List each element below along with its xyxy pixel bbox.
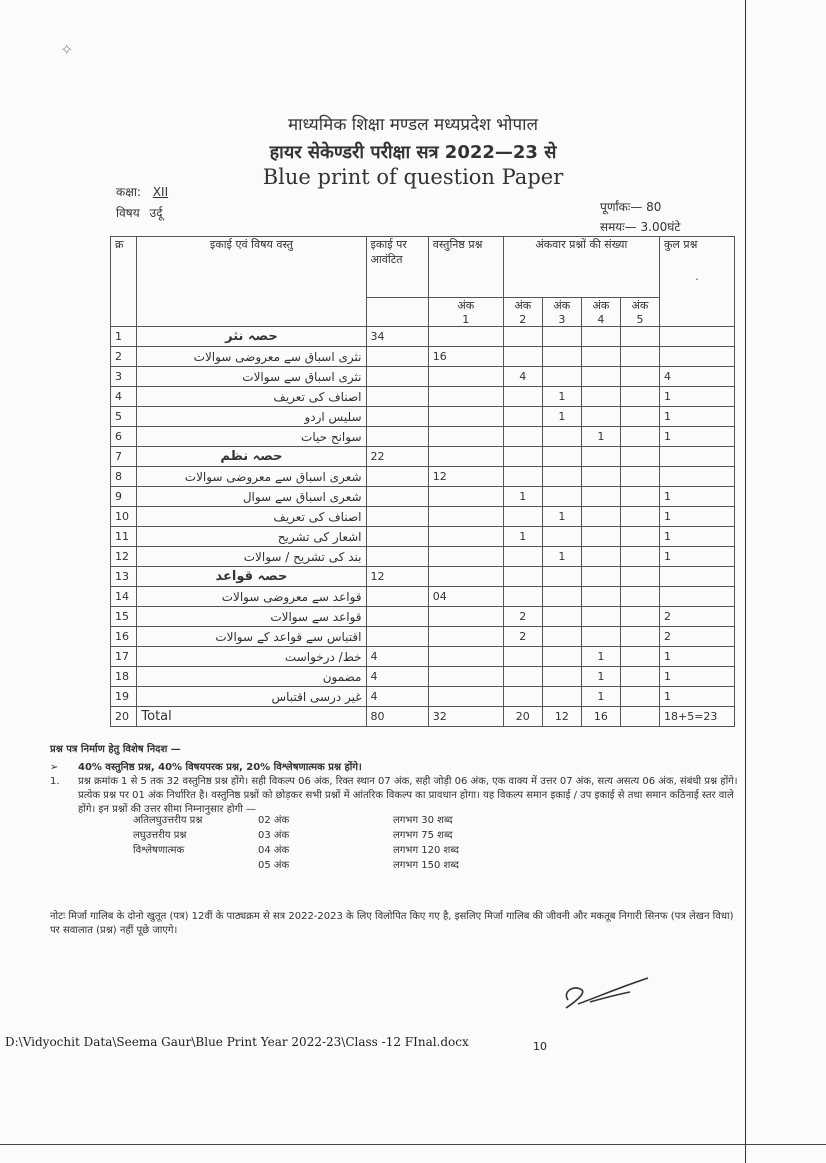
cell-m5 (620, 667, 659, 687)
cell-m2 (503, 467, 542, 487)
cell-subject: حصہ قواعد (137, 567, 366, 587)
cell-subject: Total (137, 707, 366, 727)
table-row (111, 527, 735, 547)
cell-m2 (503, 427, 542, 447)
cell-m3 (542, 527, 581, 547)
cell-m3 (542, 587, 581, 607)
class-info: कक्षा: XII (116, 185, 169, 199)
instruction-2: 1. प्रश्न क्रमांक 1 से 5 तक 32 वस्तुनिष्ठ प्रश्न होंगे। सही विकल्प 06 अंक, रिक्त स्थान 07 अंक, सही जोड़ी 06 अंक, एक वाक्य में उत्तर 07 अंक, सत्य असत्य 06 अंक, संबंधी प्रश्न होंगे। प्रत्येक प्रश्न पर 01 अंक निर्धारित है। वस्तुनिष्ठ प्रश्नों को छोड़कर सभी प्रश्नों में आंतरिक विकल्प का प्रावधान होगा। यह विकल्प समान इकाई / उप इकाई से तथा समान कठिनाई स्तर वाले होंगे। इन प्रश्नों की उत्तर सीमा निम्नानुसार होगी — (50, 776, 738, 815)
signature (560, 970, 660, 1020)
header-objective: वस्तुनिष्ठ प्रश्न (428, 237, 503, 298)
cell-subject: مضمون (137, 667, 366, 687)
cell-total: 1 (659, 547, 734, 567)
cell-alloc: 80 (366, 707, 428, 727)
cell-subject: قواعد سے سوالات (137, 607, 366, 627)
table-header-row (111, 237, 735, 298)
table-row (111, 547, 735, 567)
subheader-obj-mark: अंक 1 (428, 298, 503, 327)
cell-total: 18+5=23 (659, 707, 734, 727)
cell-obj (428, 447, 503, 467)
cell-obj: 16 (428, 347, 503, 367)
cell-no: 18 (111, 667, 137, 687)
cell-subject: خط/ درخواست (137, 647, 366, 667)
header-markwise: अंकवार प्रश्नों की संख्या (503, 237, 659, 298)
cell-no: 3 (111, 367, 137, 387)
page-edge-bottom (0, 1144, 826, 1145)
cell-subject: اشعار کی تشریح (137, 527, 366, 547)
cell-m3: 1 (542, 507, 581, 527)
cell-m2 (503, 647, 542, 667)
cell-total: 1 (659, 427, 734, 447)
cell-total (659, 587, 734, 607)
cell-m5 (620, 547, 659, 567)
cell-obj (428, 567, 503, 587)
cell-m2 (503, 587, 542, 607)
cell-subject: اقتباس سے قواعد کے سوالات (137, 627, 366, 647)
cell-no: 20 (111, 707, 137, 727)
table-row (111, 627, 735, 647)
cell-m2 (503, 447, 542, 467)
cell-alloc (366, 607, 428, 627)
cell-no: 11 (111, 527, 137, 547)
cell-m4 (581, 527, 620, 547)
cell-total: 4 (659, 367, 734, 387)
cell-subject: شعری اسباق سے معروضی سوالات (137, 467, 366, 487)
cell-total: 1 (659, 507, 734, 527)
table-row (111, 447, 735, 467)
table-row (111, 347, 735, 367)
cell-m4 (581, 387, 620, 407)
cell-m4 (581, 567, 620, 587)
subheader-mark-2: अंक 2 (503, 298, 542, 327)
cell-m3 (542, 567, 581, 587)
cell-obj (428, 527, 503, 547)
cell-alloc (366, 387, 428, 407)
cell-total (659, 447, 734, 467)
table-row (111, 587, 735, 607)
cell-alloc (366, 367, 428, 387)
cell-no: 5 (111, 407, 137, 427)
instructions-heading: प्रश्न पत्र निर्माण हेतु विशेष निदश — (50, 744, 181, 755)
cell-total (659, 567, 734, 587)
cell-total: 1 (659, 487, 734, 507)
subject-info: विषय उर्दू (116, 206, 163, 220)
cell-m4 (581, 547, 620, 567)
cell-total: 2 (659, 627, 734, 647)
cell-alloc (366, 507, 428, 527)
table-row (111, 387, 735, 407)
cell-m4 (581, 467, 620, 487)
cell-m3 (542, 427, 581, 447)
cell-m5 (620, 687, 659, 707)
cell-total: 1 (659, 667, 734, 687)
table-row (111, 327, 735, 347)
cell-obj: 12 (428, 467, 503, 487)
cell-m5 (620, 707, 659, 727)
table-row (111, 507, 735, 527)
cell-obj (428, 667, 503, 687)
cell-m3 (542, 687, 581, 707)
cell-total: 1 (659, 387, 734, 407)
cell-obj: 32 (428, 707, 503, 727)
header-total: कुल प्रश्न . (659, 237, 734, 327)
cell-m5 (620, 347, 659, 367)
cell-alloc (366, 427, 428, 447)
cell-m3 (542, 467, 581, 487)
cell-m3 (542, 447, 581, 467)
cell-m5 (620, 507, 659, 527)
cell-alloc: 12 (366, 567, 428, 587)
cell-m4 (581, 487, 620, 507)
table-row (111, 487, 735, 507)
cell-no: 16 (111, 627, 137, 647)
cell-no: 12 (111, 547, 137, 567)
cell-alloc (366, 347, 428, 367)
table-row (111, 567, 735, 587)
cell-subject: سوانح حیات (137, 427, 366, 447)
cell-m5 (620, 607, 659, 627)
cell-obj (428, 367, 503, 387)
file-path: D:\Vidyochit Data\Seema Gaur\Blue Print Year 2022-23\Class -12 FInal.docx (5, 1035, 469, 1049)
cell-no: 13 (111, 567, 137, 587)
header-alloc: इकाई पर आवंटित (366, 237, 428, 298)
cell-subject: حصہ نظم (137, 447, 366, 467)
cell-m4 (581, 627, 620, 647)
cell-m5 (620, 407, 659, 427)
table-row (111, 607, 735, 627)
cell-m5 (620, 527, 659, 547)
cell-no: 9 (111, 487, 137, 507)
cell-total (659, 347, 734, 367)
cell-m4: 1 (581, 427, 620, 447)
cell-m3: 1 (542, 407, 581, 427)
cell-no: 14 (111, 587, 137, 607)
cell-m3 (542, 647, 581, 667)
cell-m2 (503, 667, 542, 687)
cell-m5 (620, 367, 659, 387)
cell-m3: 1 (542, 547, 581, 567)
cell-subject: نثری اسباق سے معروضی سوالات (137, 347, 366, 367)
cell-total: 1 (659, 647, 734, 667)
cell-total (659, 467, 734, 487)
cell-m4 (581, 607, 620, 627)
page-number: 10 (533, 1040, 547, 1053)
blueprint-table (110, 236, 735, 727)
cell-m5 (620, 387, 659, 407)
cell-m2: 1 (503, 527, 542, 547)
cell-m5 (620, 627, 659, 647)
table-row (111, 427, 735, 447)
cell-m5 (620, 647, 659, 667)
cell-alloc (366, 547, 428, 567)
cell-m2 (503, 567, 542, 587)
cell-obj (428, 427, 503, 447)
header-serial: क्र (111, 237, 137, 327)
cell-m3 (542, 327, 581, 347)
cell-m4 (581, 367, 620, 387)
cell-alloc (366, 527, 428, 547)
cell-alloc (366, 487, 428, 507)
subheader-mark-3: अंक 3 (542, 298, 581, 327)
cell-no: 17 (111, 647, 137, 667)
cell-total: 1 (659, 407, 734, 427)
cell-m3 (542, 607, 581, 627)
cell-alloc: 34 (366, 327, 428, 347)
cell-m4: 1 (581, 687, 620, 707)
cell-m4 (581, 407, 620, 427)
cell-m2 (503, 327, 542, 347)
board-title: माध्यमिक शिक्षा मण्डल मध्यप्रदेश भोपाल (287, 115, 539, 135)
cell-obj (428, 407, 503, 427)
document-title: Blue print of question Paper (262, 165, 564, 189)
table-row (111, 467, 735, 487)
cell-obj (428, 647, 503, 667)
cell-alloc (366, 407, 428, 427)
cell-no: 4 (111, 387, 137, 407)
cell-m4 (581, 327, 620, 347)
cell-obj (428, 487, 503, 507)
cell-m3 (542, 487, 581, 507)
cell-m4 (581, 347, 620, 367)
cell-subject: سلیس اردو (137, 407, 366, 427)
cell-subject: غیر درسی اقتباس (137, 687, 366, 707)
cell-no: 15 (111, 607, 137, 627)
cell-m5 (620, 587, 659, 607)
cell-obj: 04 (428, 587, 503, 607)
cell-m5 (620, 487, 659, 507)
subheader-alloc-empty (366, 298, 428, 327)
scan-mark: ✧ (60, 40, 74, 59)
cell-m3: 1 (542, 387, 581, 407)
cell-subject: حصہ نثر (137, 327, 366, 347)
cell-no: 7 (111, 447, 137, 467)
cell-m3 (542, 627, 581, 647)
table-row (111, 707, 735, 727)
cell-total: 2 (659, 607, 734, 627)
cell-no: 10 (111, 507, 137, 527)
cell-no: 8 (111, 467, 137, 487)
cell-total (659, 327, 734, 347)
cell-alloc: 22 (366, 447, 428, 467)
cell-obj (428, 627, 503, 647)
cell-m2: 1 (503, 487, 542, 507)
table-row (111, 367, 735, 387)
table-row (111, 647, 735, 667)
cell-obj (428, 607, 503, 627)
cell-m5 (620, 327, 659, 347)
max-marks: पूर्णांकः— 80 (600, 200, 662, 214)
time-allowed: समयः— 3.00घंटे (600, 220, 681, 234)
cell-alloc: 4 (366, 647, 428, 667)
cell-alloc (366, 467, 428, 487)
cell-m5 (620, 467, 659, 487)
table-row (111, 667, 735, 687)
cell-total: 1 (659, 687, 734, 707)
cell-subject: اصناف کی تعریف (137, 507, 366, 527)
cell-m5 (620, 447, 659, 467)
cell-no: 6 (111, 427, 137, 447)
cell-m2 (503, 387, 542, 407)
cell-m3 (542, 667, 581, 687)
cell-m4: 1 (581, 647, 620, 667)
cell-m4 (581, 587, 620, 607)
cell-m2: 4 (503, 367, 542, 387)
cell-obj (428, 547, 503, 567)
cell-no: 19 (111, 687, 137, 707)
cell-obj (428, 387, 503, 407)
cell-no: 2 (111, 347, 137, 367)
deletion-note: नोटः मिर्जा गालिब के दोनो खुतूत (पत्र) 12वीं के पाठ्यक्रम से सत्र 2022-2023 के लिए विलोपित किए गए है, इसलिए मिर्जा गालिब की जीवनी और मकतूब निगारी सिनफ (पत्र लेखन विधा) पर सवालात (प्रश्न) नहीं पूछे जाएगे। (50, 911, 734, 936)
cell-m4: 16 (581, 707, 620, 727)
cell-alloc (366, 587, 428, 607)
cell-m4: 1 (581, 667, 620, 687)
cell-m2 (503, 407, 542, 427)
cell-no: 1 (111, 327, 137, 347)
cell-subject: قواعد سے معروضی سوالات (137, 587, 366, 607)
cell-m2 (503, 347, 542, 367)
header-unit: इकाई एवं विषय वस्तु (137, 237, 366, 327)
cell-m2 (503, 687, 542, 707)
cell-m3: 12 (542, 707, 581, 727)
table-row (111, 407, 735, 427)
cell-m5 (620, 567, 659, 587)
cell-subject: بند کی تشریح / سوالات (137, 547, 366, 567)
cell-subject: اصناف کی تعریف (137, 387, 366, 407)
cell-m2: 20 (503, 707, 542, 727)
cell-alloc (366, 627, 428, 647)
subheader-mark-4: अंक 4 (581, 298, 620, 327)
cell-alloc: 4 (366, 667, 428, 687)
cell-m4 (581, 507, 620, 527)
cell-alloc: 4 (366, 687, 428, 707)
exam-title: हायर सेकेण्डरी परीक्षा सत्र 2022—23 से (269, 142, 557, 163)
instruction-1: ➢ 40% वस्तुनिष्ठ प्रश्न, 40% विषयपरक प्रश्न, 20% विश्लेषणात्मक प्रश्न होंगे। (50, 762, 362, 773)
cell-subject: شعری اسباق سے سوال (137, 487, 366, 507)
cell-obj (428, 327, 503, 347)
cell-m2 (503, 507, 542, 527)
instructions (50, 743, 740, 817)
cell-m3 (542, 367, 581, 387)
cell-obj (428, 687, 503, 707)
cell-total: 1 (659, 527, 734, 547)
subheader-mark-5: अंक 5 (620, 298, 659, 327)
cell-m2: 2 (503, 627, 542, 647)
cell-m3 (542, 347, 581, 367)
cell-m4 (581, 447, 620, 467)
cell-obj (428, 507, 503, 527)
cell-m2: 2 (503, 607, 542, 627)
cell-subject: نثری اسباق سے سوالات (137, 367, 366, 387)
table-row (111, 687, 735, 707)
cell-m5 (620, 427, 659, 447)
cell-m2 (503, 547, 542, 567)
